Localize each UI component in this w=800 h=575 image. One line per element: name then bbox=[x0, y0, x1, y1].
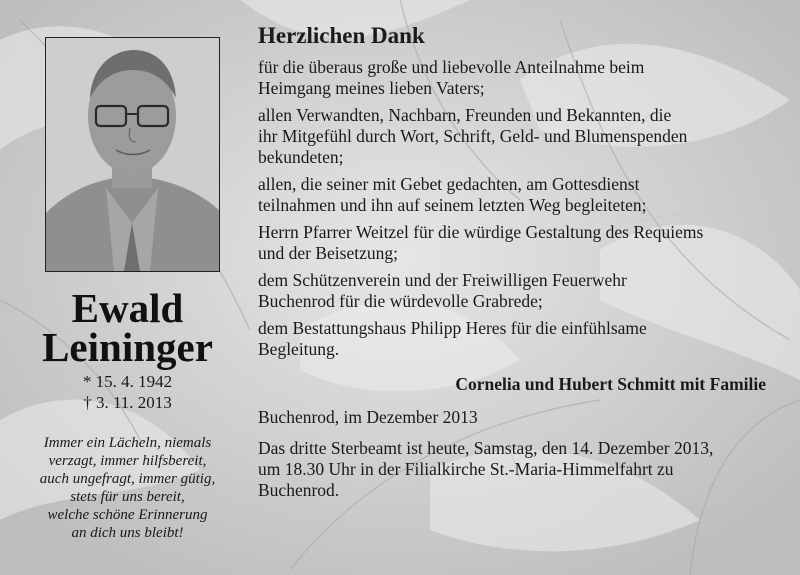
text-line: Herrn Pfarrer Weitzel für die würdige Gestaltung des Requiems bbox=[258, 222, 704, 242]
thanks-heading: Herzlichen Dank bbox=[258, 23, 425, 48]
text-line: allen, die seiner mit Gebet gedachten, am Gottesdienst bbox=[258, 174, 640, 194]
right-column bbox=[258, 22, 788, 507]
family-signature: Cornelia und Hubert Schmitt mit Familie bbox=[455, 374, 766, 394]
poem-line: verzagt, immer hilfsbereit, bbox=[48, 453, 207, 469]
death-date: † 3. 11. 2013 bbox=[83, 393, 172, 412]
left-column bbox=[0, 0, 255, 575]
poem-line: Immer ein Lächeln, niemals bbox=[43, 435, 212, 451]
text-line: für die überaus große und liebevolle Anteilnahme beim bbox=[258, 57, 645, 77]
life-dates bbox=[0, 371, 255, 413]
text-line: Heimgang meines lieben Vaters; bbox=[258, 78, 485, 98]
deceased-last-name: Leininger bbox=[42, 324, 213, 370]
text-line: und der Beisetzung; bbox=[258, 243, 398, 263]
text-line: ihr Mitgefühl durch Wort, Schrift, Geld- und Blumenspenden bbox=[258, 126, 688, 146]
thanks-paragraph bbox=[258, 174, 788, 216]
thanks-paragraph bbox=[258, 57, 788, 99]
service-note bbox=[258, 438, 788, 501]
text-line: teilnahmen und ihn auf seinem letzten Weg begleiteten; bbox=[258, 195, 647, 215]
text-line: Das dritte Sterbeamt ist heute, Samstag, den 14. Dezember 2013, bbox=[258, 438, 714, 458]
poem-line: auch ungefragt, immer gütig, bbox=[39, 471, 216, 487]
poem-line: stets für uns bereit, bbox=[70, 489, 185, 505]
place-date: Buchenrod, im Dezember 2013 bbox=[258, 407, 478, 427]
deceased-first-name: Ewald bbox=[71, 285, 184, 331]
text-line: dem Bestattungshaus Philipp Heres für die einfühlsame bbox=[258, 318, 647, 338]
text-line: bekundeten; bbox=[258, 147, 344, 167]
thanks-paragraph bbox=[258, 318, 788, 360]
text-line: Begleitung. bbox=[258, 339, 340, 359]
thanks-paragraph bbox=[258, 222, 788, 264]
text-line: Buchenrod. bbox=[258, 480, 340, 500]
poem-line: welche schöne Erinnerung bbox=[47, 507, 208, 523]
thanks-paragraph bbox=[258, 270, 788, 312]
portrait-photo bbox=[45, 37, 220, 272]
text-line: dem Schützenverein und der Freiwilligen Feuerwehr bbox=[258, 270, 627, 290]
thanks-paragraph bbox=[258, 105, 788, 168]
poem-line: an dich uns bleibt! bbox=[71, 525, 184, 541]
memorial-poem bbox=[12, 434, 243, 542]
text-line: Buchenrod für die würdevolle Grabrede; bbox=[258, 291, 543, 311]
text-line: um 18.30 Uhr in der Filialkirche St.-Maria-Himmelfahrt zu bbox=[258, 459, 674, 479]
text-line: allen Verwandten, Nachbarn, Freunden und Bekannten, die bbox=[258, 105, 672, 125]
birth-date: * 15. 4. 1942 bbox=[82, 372, 173, 391]
